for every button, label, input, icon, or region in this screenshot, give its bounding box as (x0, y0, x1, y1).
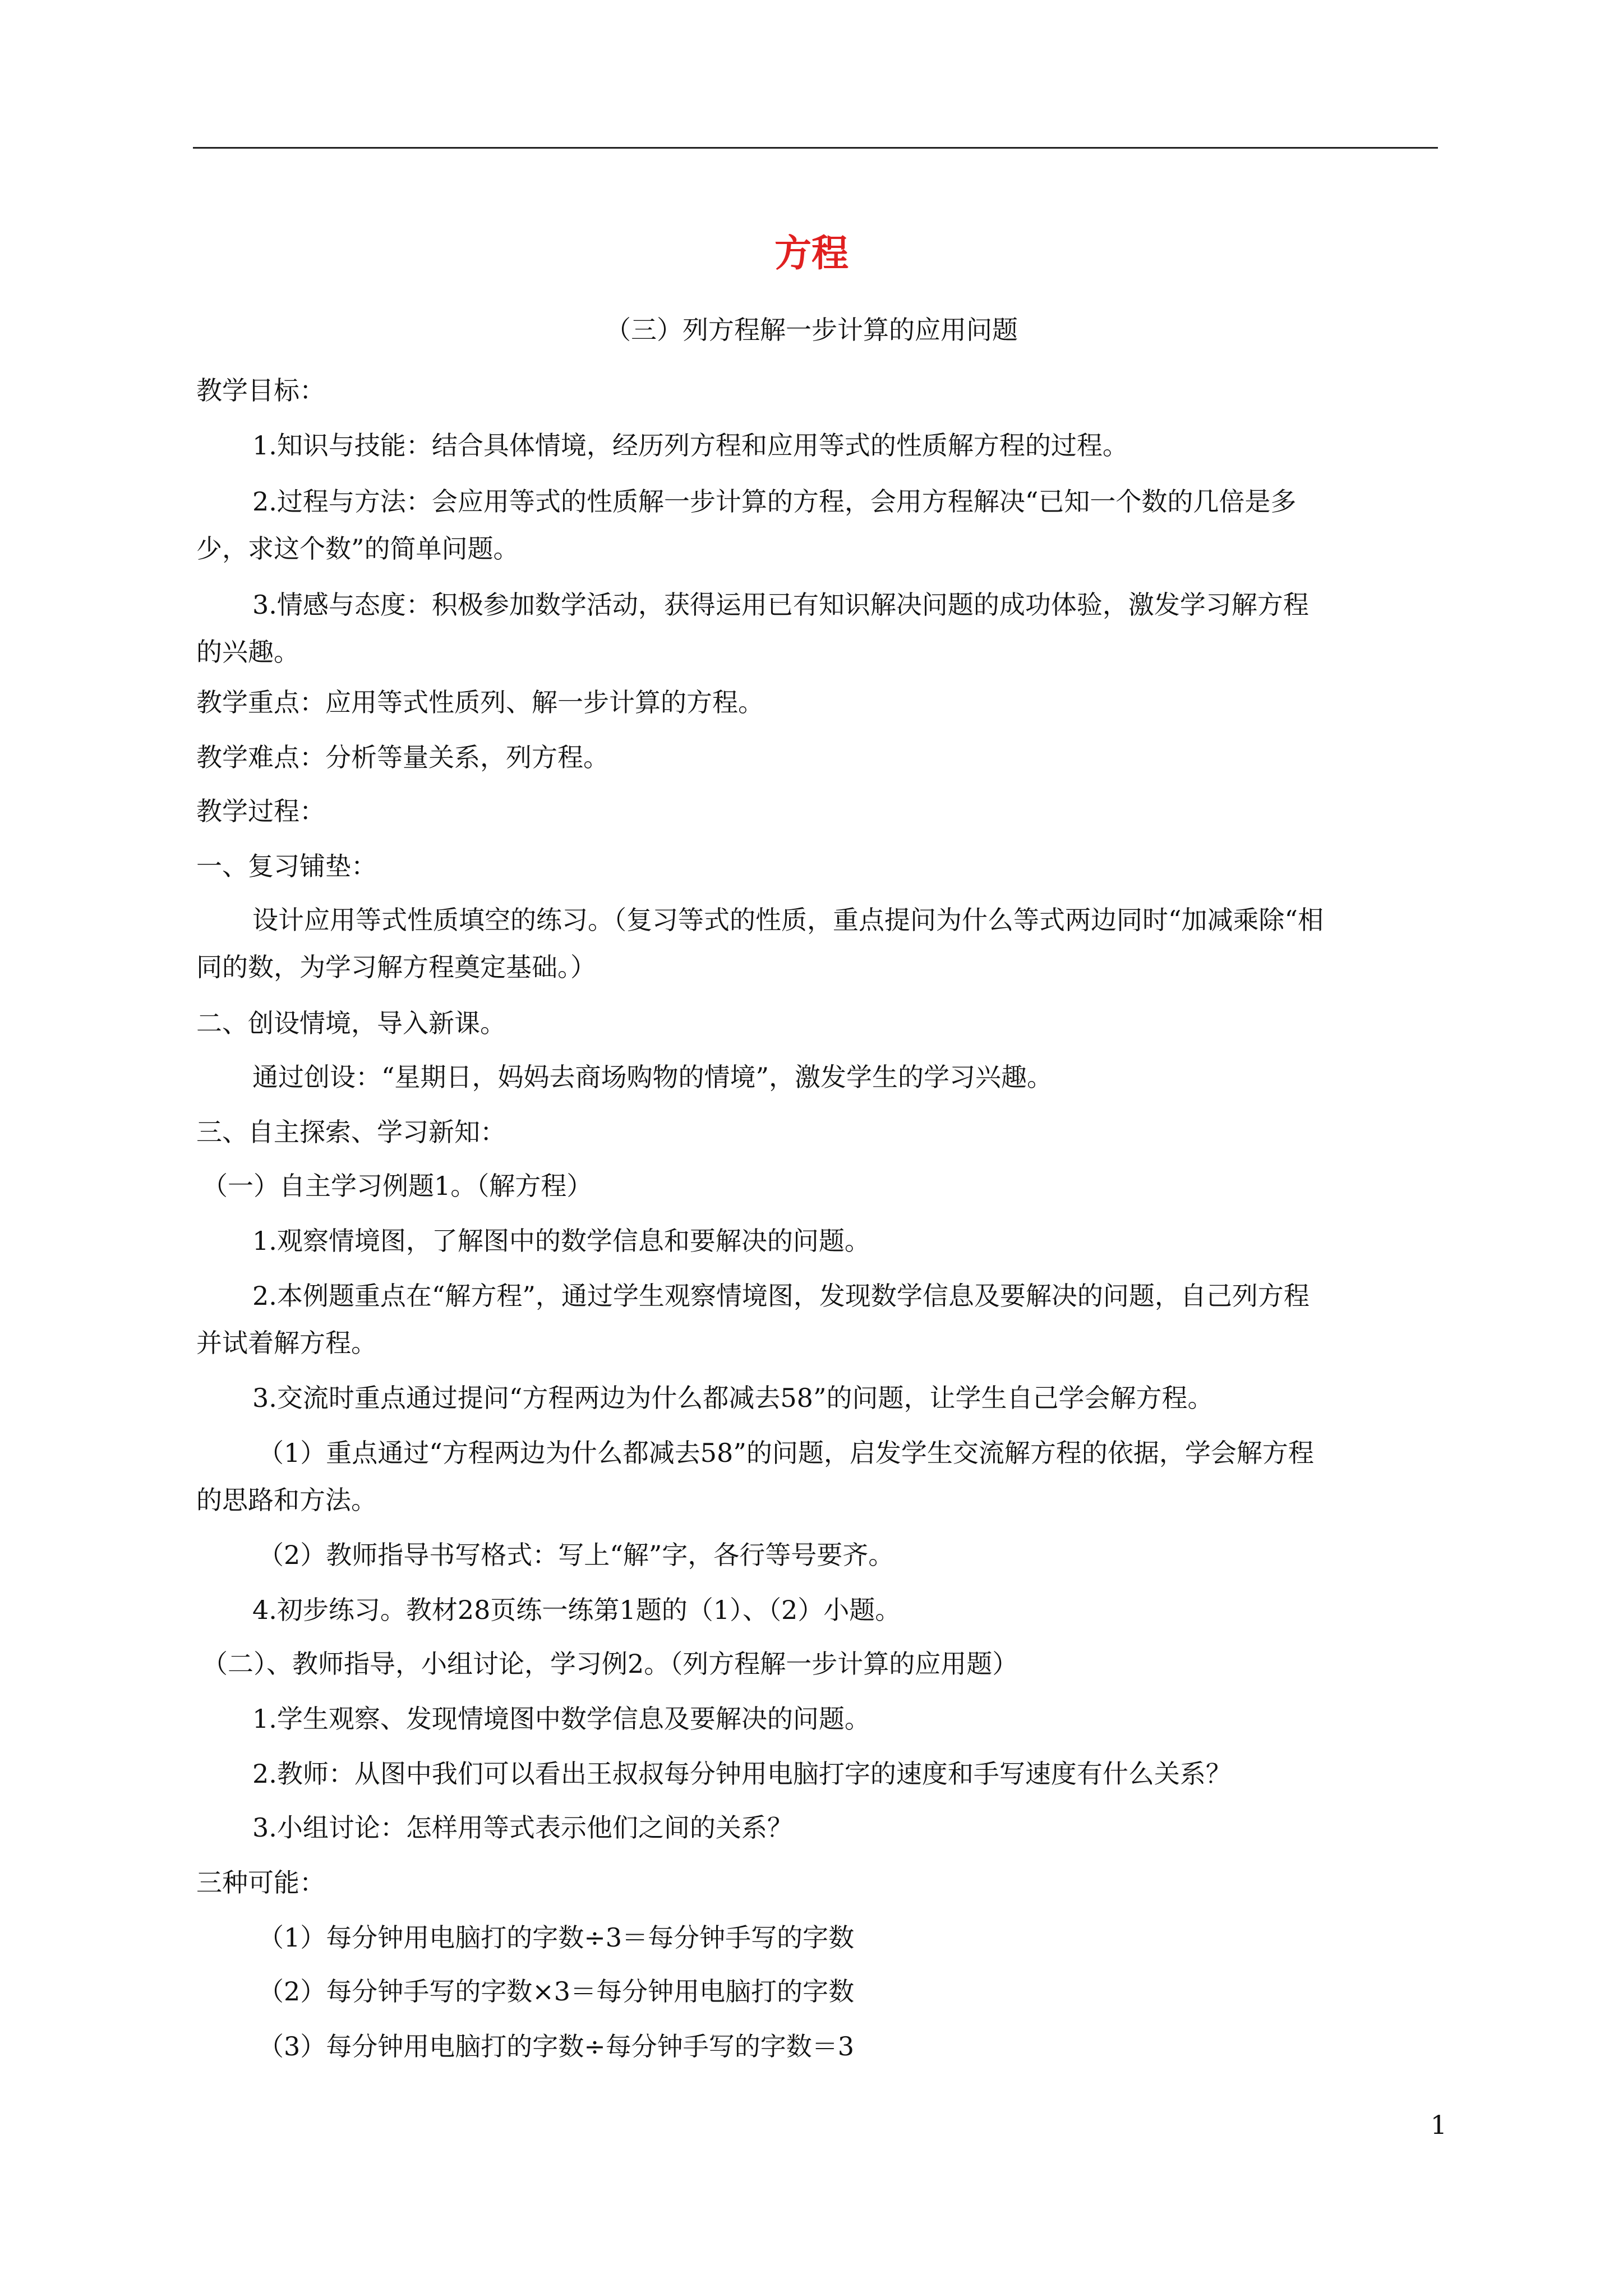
goal-1: 1.知识与技能：结合具体情境，经历列方程和应用等式的性质解方程的过程。 (252, 430, 1128, 461)
possibilities-heading: 三种可能： (196, 1867, 325, 1898)
possibility-3: （3）每分钟用电脑打的字数÷每分钟手写的字数＝3 (258, 2031, 855, 2062)
goal-2-line-2: 少，求这个数”的简单问题。 (196, 533, 519, 564)
header-rule (193, 147, 1438, 149)
example-1-sub-1-line-1: （1）重点通过“方程两边为什么都减去58”的问题，启发学生交流解方程的依据，学会解方程 (258, 1438, 1314, 1468)
example-2-item-3: 3.小组讨论：怎样用等式表示他们之间的关系？ (252, 1812, 793, 1843)
step-3-heading: 三、自主探索、学习新知： (196, 1117, 506, 1147)
goal-3-line-1: 3.情感与态度：积极参加数学活动，获得运用已有知识解决问题的成功体验，激发学习解方程 (252, 590, 1309, 620)
possibility-2: （2）每分钟手写的字数×3＝每分钟用电脑打的字数 (258, 1976, 855, 2007)
example-1-item-2-line-2: 并试着解方程。 (196, 1328, 377, 1358)
step-2-heading: 二、创设情境，导入新课。 (196, 1008, 506, 1038)
review-line-2: 同的数，为学习解方程奠定基础。） (196, 952, 596, 982)
document-subtitle: （三）列方程解一步计算的应用问题 (605, 315, 1018, 345)
section-heading-process: 教学过程： (196, 796, 325, 826)
example-1-item-1: 1.观察情境图，了解图中的数学信息和要解决的问题。 (252, 1226, 870, 1256)
example-1-item-2-line-1: 2.本例题重点在“解方程”，通过学生观察情境图，发现数学信息及要解决的问题，自己列方程 (252, 1281, 1310, 1311)
example-1-sub-2: （2）教师指导书写格式：写上“解”字，各行等号要齐。 (258, 1540, 895, 1570)
page-number: 1 (1430, 2110, 1447, 2140)
goal-2-line-1: 2.过程与方法：会应用等式的性质解一步计算的方程，会用方程解决“已知一个数的几倍是多 (252, 486, 1297, 517)
example-2-item-2: 2.教师：从图中我们可以看出王叔叔每分钟用电脑打字的速度和手写速度有什么关系？ (252, 1759, 1232, 1789)
teaching-difficulty: 教学难点：分析等量关系，列方程。 (196, 742, 609, 772)
possibility-1: （1）每分钟用电脑打的字数÷3＝每分钟手写的字数 (258, 1922, 855, 1953)
example-2-item-1: 1.学生观察、发现情境图中数学信息及要解决的问题。 (252, 1704, 870, 1734)
teaching-key-point: 教学重点：应用等式性质列、解一步计算的方程。 (196, 687, 764, 717)
subsection-2-heading: （二）、教师指导，小组讨论，学习例2。（列方程解一步计算的应用题） (202, 1649, 1018, 1679)
review-line-1: 设计应用等式性质填空的练习。（复习等式的性质，重点提问为什么等式两边同时“加减乘除“相 (252, 905, 1324, 935)
scenario-text: 通过创设：“星期日，妈妈去商场购物的情境”，激发学生的学习兴趣。 (252, 1062, 1053, 1092)
section-heading-goals: 教学目标： (196, 375, 325, 406)
document-title: 方程 (774, 231, 849, 275)
subsection-1-heading: （一）自主学习例题1。（解方程） (202, 1171, 593, 1201)
goal-3-line-2: 的兴趣。 (196, 637, 299, 667)
example-1-sub-1-line-2: 的思路和方法。 (196, 1485, 377, 1515)
example-1-item-4: 4.初步练习。教材28页练一练第1题的（1）、（2）小题。 (252, 1595, 901, 1625)
example-1-item-3: 3.交流时重点通过提问“方程两边为什么都减去58”的问题，让学生自己学会解方程。 (252, 1383, 1214, 1413)
step-1-heading: 一、复习铺垫： (196, 851, 377, 881)
